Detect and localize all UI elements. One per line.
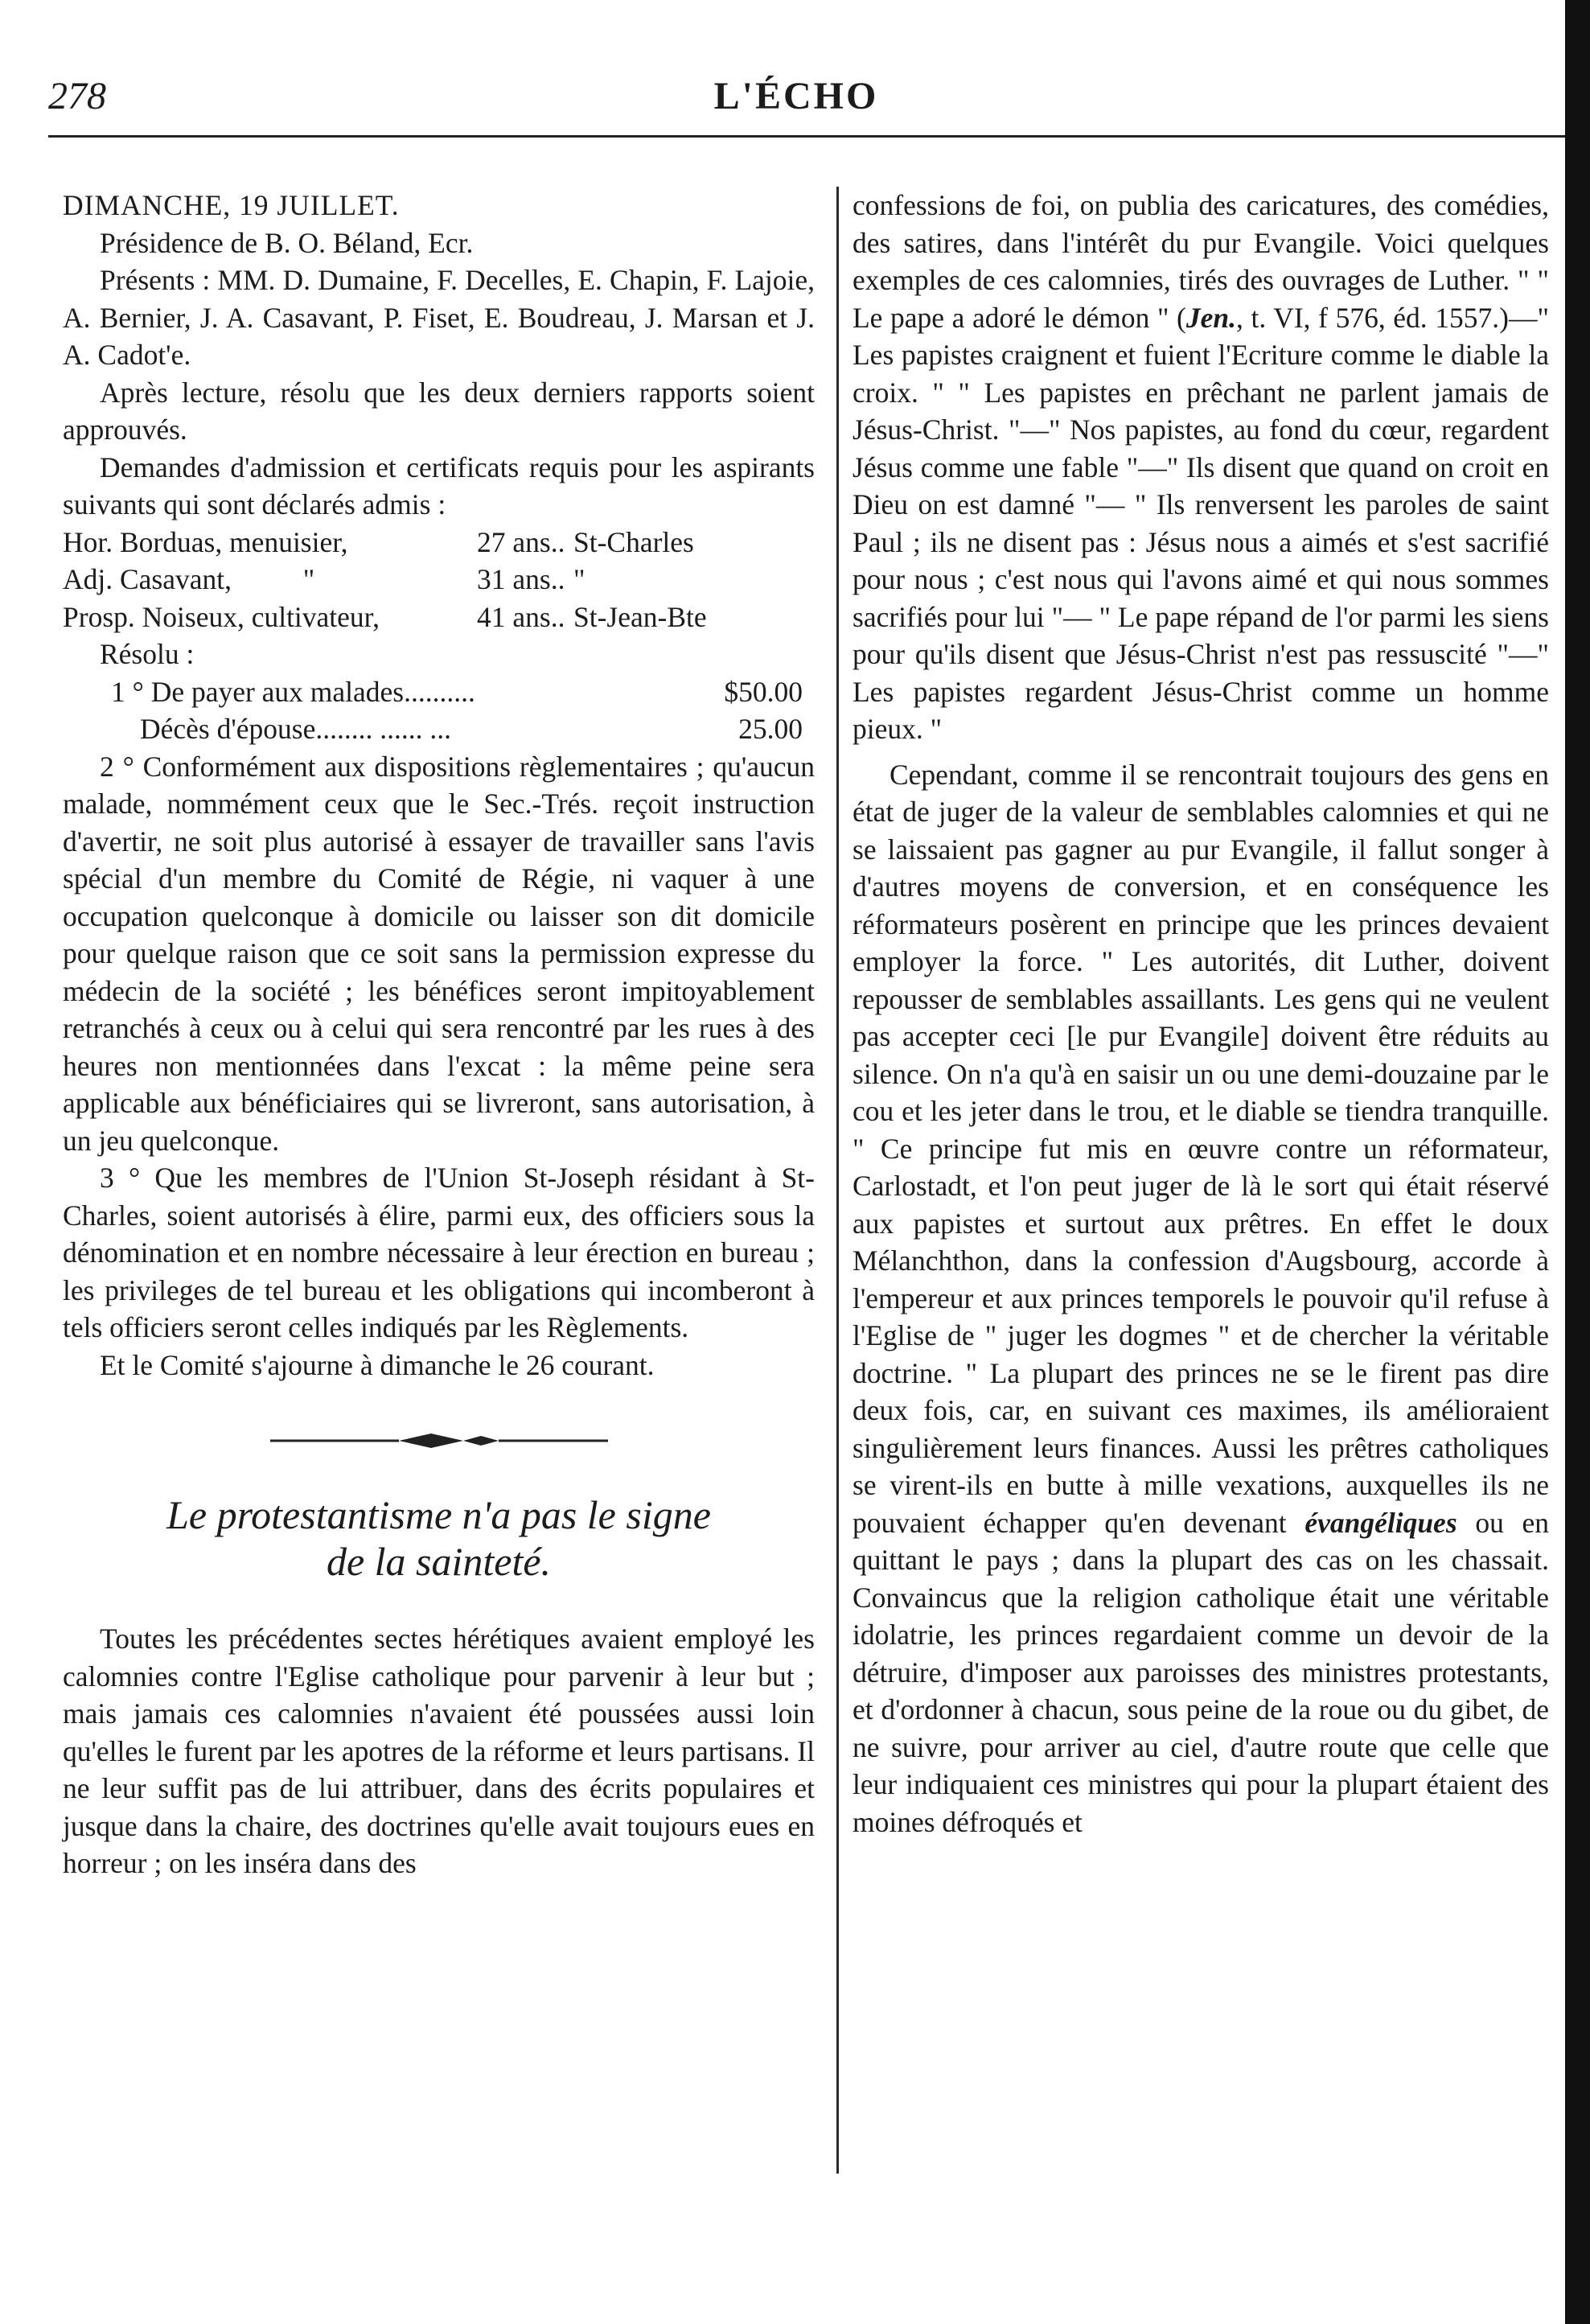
- column-divider: [836, 187, 839, 2174]
- page-title: L'ÉCHO: [713, 75, 879, 117]
- page-edge-shadow: [1565, 0, 1590, 2324]
- page-number: 278: [48, 75, 106, 117]
- resolu-label: Résolu :: [100, 638, 195, 670]
- admission-row: Hor. Borduas, menuisier, 27 ans.. St-Charles: [63, 525, 694, 558]
- header-rule: [48, 135, 1568, 138]
- resolution-row: 1 ° De payer aux malades.......... $50.00: [111, 675, 803, 708]
- apres-lecture-paragraph: Après lecture, résolu que les deux derniers rapports soient approuvés.: [63, 376, 815, 446]
- admissions-list: [63, 524, 815, 636]
- left-column: [63, 187, 815, 1882]
- article-paragraph-2: Cependant, comme il se rencontrait toujours des gens en état de juger de la valeur de semblables calomnies et qui ne se laissaient pas gagner au pur Evangile, il fallut songer à d'autres moyens de conversion, et en conséquence les réformateurs posèrent en principe que les princes devaient employer la force. " Les autorités, dit Luther, doivent repousser de semblables assaillants. Les gens qui ne veulent pas accepter ceci [le pur Evangile] doivent être réduits au silence. On n'a qu'à en saisir un ou une demi-douzaine par le cou et les jeter dans le trou, et le diable se tiendra tranquille. " Ce principe fut mis en œuvre contre un réformateur, Carlostadt, et l'on peut juger de là le sort qui était réservé aux papistes et surtout aux prêtres. En effet le doux Mélanchthon, dans la confession d'Augsbourg, accorde à l'empereur et aux princes temporels le pouvoir qu'il refuse à l'Eglise de " juger les dogmes " et de chercher la véritable doctrine. " La plupart des princes ne se le firent pas dire deux fois, car, en suivant ces maximes, ils amélioraient singulièrement leurs finances. Aussi les prêtres catholiques se virent-ils en butte à mille vexations, auxquelles ils ne pouvaient échapper qu'en devenant évangéliques ou en quittant le pays ; dans la plupart des cas on les chassait. Convaincus que la religion catholique était une véritable idolatrie, les princes regardaient comme un devoir de la détruire, d'imposer aux paroisses des ministres protestants, et d'ordonner à chacun, sous peine de la roue ou du gibet, de ne suivre, pour arriver au ciel, d'autre route que celle que leur indiquaient ces ministres qui pour la plupart étaient des moines défroqués et: [853, 758, 1549, 1838]
- right-column: [853, 187, 1549, 1841]
- resolution-row: Décès d'épouse........ ...... ... 25.00: [140, 713, 803, 745]
- admission-row: Prosp. Noiseux, cultivateur, 41 ans.. St-Jean-Bte: [63, 600, 707, 633]
- presents-paragraph: Présents : MM. D. Dumaine, F. Decelles, E. Chapin, F. Lajoie, A. Bernier, J. A. Casavant, P. Fiset, E. Boudreau, J. Marsan et J. A. Cadot'e.: [63, 264, 815, 371]
- closing-paragraph: Et le Comité s'ajourne à dimanche le 26 courant.: [100, 1348, 655, 1381]
- date-heading: DIMANCHE, 19 JUILLET.: [63, 189, 400, 221]
- presidence-line: Présidence de B. O. Béland, Ecr.: [100, 226, 474, 259]
- citation-reference: Jen.: [1185, 301, 1236, 334]
- page-header: [48, 74, 1544, 130]
- emphasis-evangeliques: évangéliques: [1304, 1506, 1457, 1539]
- article-paragraph-1-continued: confessions de foi, on publia des caricatures, des comédies, des satires, dans l'intérêt du pur Evangile. Voici quelques exemples de ces calomnies, tirés des ouvrages de Luther. " " Le pape a adoré le démon " (Jen., t. VI, f 576, éd. 1557.)—" Les papistes craignent et fuient l'Ecriture comme le diable la croix. " " Les papistes en prêchant ne parlent jamais de Jésus-Christ. "—" Nos papistes, au fond du cœur, regardent Jésus comme une fable "—" Ils disent que quand on croit en Dieu on est damné "— " Ils renversent les paroles de saint Paul ; ils ne disent pas : Jésus nous a aimés et s'est sacrifié pour nous ; c'est nous qui l'avons aimé et qui nous sommes sacrifiés pour lui "— " Le pape répand de l'or parmi les siens pour qu'ils disent que Jésus-Christ n'est pas ressuscité "—" Les papistes regardent Jésus-Christ comme un homme pieux. ": [853, 189, 1549, 745]
- resolution-paragraph-3: 3 ° Que les membres de l'Union St-Joseph résidant à St-Charles, soient autorisés à élire, parmi eux, des officiers sous la dénomination et en nombre nécessaire à leur érection en bureau ; les privileges de tel bureau et les obligations qui incomberont à tels officiers seront celles indiqués par les Règlements.: [63, 1162, 815, 1343]
- resolution-paragraph-2: 2 ° Conformément aux dispositions règlementaires ; qu'aucun malade, nommément ceux que le Sec.-Trés. reçoit instruction d'avertir, ne soit plus autorisé à essayer de travailler sans l'avis spécial d'un membre du Comité de Régie, ni vaquer à une occupation quelconque à domicile ou laisser son dit domicile pour quelque raison que ce soit sans la permission expresse du médecin de la société ; les bénéfices seront impitoyablement retranchés à ceux ou à celui qui sera rencontré par les rues à des heures non mentionnées dans l'excat : la même peine sera applicable aux bénéficiaires qui se livreront, sans autorisation, à un jeu quelconque.: [63, 750, 815, 1157]
- section-divider-ornament: [270, 1429, 608, 1453]
- demandes-paragraph: Demandes d'admission et certificats requis pour les aspirants suivants qui sont déclarés admis :: [63, 450, 815, 520]
- admission-row: Adj. Casavant, " 31 ans.. ": [63, 563, 585, 595]
- article-paragraph-1: Toutes les précédentes sectes hérétiques avaient employé les calomnies contre l'Eglise catholique pour parvenir à leur but ; mais jamais ces calomnies n'avaient été poussées aussi loin qu'elles le furent par les apotres de la réforme et leurs partisans. Il ne leur suffit pas de lui attribuer, dans des écrits populaires et jusque dans la chaire, des doctrines qu'elle avait toujours eues en horreur ; on les inséra dans des: [63, 1623, 815, 1879]
- article-title: Le protestantisme n'a pas le signe de la sainteté.: [166, 1492, 711, 1584]
